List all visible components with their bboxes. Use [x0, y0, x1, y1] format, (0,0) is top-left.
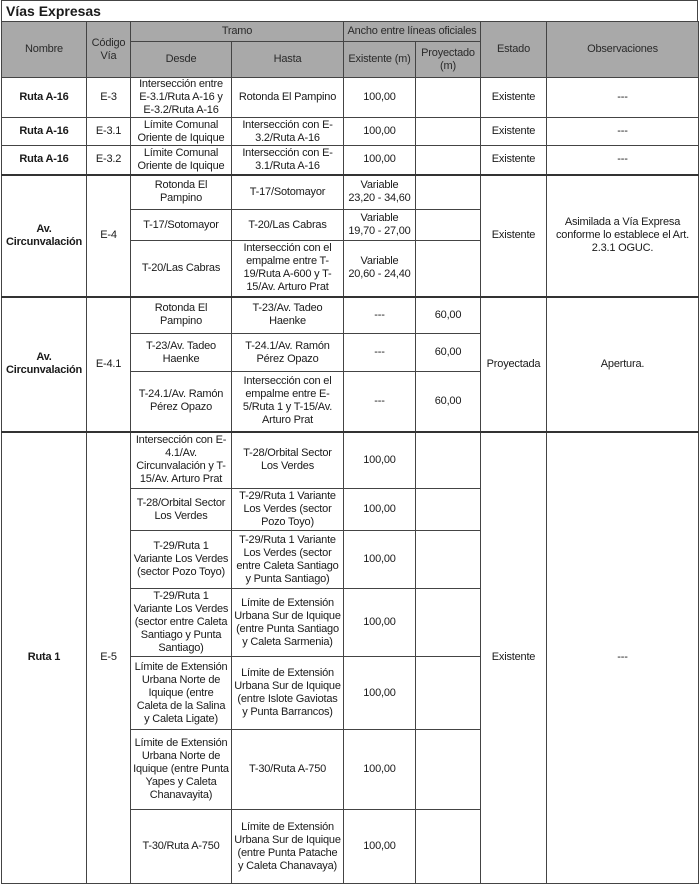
width-projected [416, 730, 481, 810]
road-name: Av. Circunvalación [2, 175, 87, 297]
road-code: E-3.2 [87, 146, 131, 175]
segment-to: Intersección con E-3.1/Ruta A-16 [232, 146, 344, 175]
segment-to: T-17/Sotomayor [232, 175, 344, 210]
segment-from: T-28/Orbital Sector Los Verdes [131, 489, 232, 531]
road-status: Existente [481, 432, 547, 884]
width-existing: 100,00 [344, 810, 416, 884]
header-codigo: Código Vía [87, 22, 131, 78]
segment-from: T-24.1/Av. Ramón Pérez Opazo [131, 372, 232, 432]
segment-to: Rotonda El Pampino [232, 78, 344, 118]
road-status: Existente [481, 118, 547, 146]
segment-to: Intersección con el empalme entre T-19/Ruta A-600 y T-15/Av. Arturo Prat [232, 241, 344, 297]
segment-from: T-29/Ruta 1 Variante Los Verdes (sector Pozo Toyo) [131, 531, 232, 589]
width-projected: 60,00 [416, 334, 481, 372]
width-projected [416, 589, 481, 657]
vias-expresas-table [1, 21, 699, 884]
segment-from: Límite Comunal Oriente de Iquique [131, 146, 232, 175]
width-projected [416, 810, 481, 884]
width-projected [416, 489, 481, 531]
segment-to: Intersección con el empalme entre E-5/Ruta 1 y T-15/Av. Arturo Prat [232, 372, 344, 432]
header-proyectado: Proyectado (m) [416, 42, 481, 78]
header-nombre: Nombre [2, 22, 87, 78]
road-code: E-4.1 [87, 297, 131, 432]
width-existing: Variable 19,70 - 27,00 [344, 210, 416, 241]
segment-from: Límite Comunal Oriente de Iquique [131, 118, 232, 146]
segment-to: Límite de Extensión Urbana Sur de Iquique (entre Punta Patache y Caleta Chanavaya) [232, 810, 344, 884]
road-observations: Apertura. [547, 297, 699, 432]
width-projected [416, 78, 481, 118]
header-tramo: Tramo [131, 22, 344, 42]
width-existing: 100,00 [344, 118, 416, 146]
width-projected [416, 118, 481, 146]
segment-to: T-30/Ruta A-750 [232, 730, 344, 810]
width-projected: 60,00 [416, 372, 481, 432]
table-row [2, 297, 699, 334]
segment-from: T-17/Sotomayor [131, 210, 232, 241]
width-projected: 60,00 [416, 297, 481, 334]
segment-to: Intersección con E-3.2/Ruta A-16 [232, 118, 344, 146]
width-projected [416, 531, 481, 589]
road-name: Ruta 1 [2, 432, 87, 884]
width-existing: Variable 20,60 - 24,40 [344, 241, 416, 297]
segment-to: T-24.1/Av. Ramón Pérez Opazo [232, 334, 344, 372]
width-existing: --- [344, 334, 416, 372]
road-status: Existente [481, 175, 547, 297]
segment-to: T-28/Orbital Sector Los Verdes [232, 432, 344, 489]
width-projected [416, 241, 481, 297]
width-projected [416, 146, 481, 175]
header-desde: Desde [131, 42, 232, 78]
road-observations: --- [547, 78, 699, 118]
segment-from: T-20/Las Cabras [131, 241, 232, 297]
road-name: Av. Circunvalación [2, 297, 87, 432]
header-estado: Estado [481, 22, 547, 78]
width-existing: 100,00 [344, 730, 416, 810]
segment-to: Límite de Extensión Urbana Sur de Iquique (entre Islote Gaviotas y Punta Barrancos) [232, 657, 344, 730]
road-name: Ruta A-16 [2, 146, 87, 175]
table-row [2, 146, 699, 175]
road-status: Proyectada [481, 297, 547, 432]
segment-from: T-23/Av. Tadeo Haenke [131, 334, 232, 372]
width-projected [416, 432, 481, 489]
header-ancho: Ancho entre líneas oficiales [344, 22, 481, 42]
segment-from: Límite de Extensión Urbana Norte de Iquique (entre Caleta de la Salina y Caleta Ligate) [131, 657, 232, 730]
width-projected [416, 175, 481, 210]
road-observations: Asimilada a Vía Expresa conforme lo establece el Art. 2.3.1 OGUC. [547, 175, 699, 297]
segment-to: Límite de Extensión Urbana Sur de Iquique (entre Punta Santiago y Caleta Sarmenia) [232, 589, 344, 657]
table-row [2, 118, 699, 146]
width-projected [416, 210, 481, 241]
width-existing: 100,00 [344, 657, 416, 730]
segment-to: T-20/Las Cabras [232, 210, 344, 241]
width-existing: Variable 23,20 - 34,60 [344, 175, 416, 210]
width-existing: 100,00 [344, 489, 416, 531]
width-existing: 100,00 [344, 589, 416, 657]
segment-from: Intersección con E-4.1/Av. Circunvalación y T-15/Av. Arturo Prat [131, 432, 232, 489]
road-code: E-3 [87, 78, 131, 118]
table-row [2, 78, 699, 118]
road-name: Ruta A-16 [2, 78, 87, 118]
road-name: Ruta A-16 [2, 118, 87, 146]
width-existing: 100,00 [344, 531, 416, 589]
segment-from: Rotonda El Pampino [131, 297, 232, 334]
segment-to: T-23/Av. Tadeo Haenke [232, 297, 344, 334]
road-observations: --- [547, 146, 699, 175]
segment-from: Límite de Extensión Urbana Norte de Iquique (entre Punta Yapes y Caleta Chanavayita) [131, 730, 232, 810]
segment-from: Rotonda El Pampino [131, 175, 232, 210]
road-status: Existente [481, 146, 547, 175]
road-code: E-4 [87, 175, 131, 297]
width-projected [416, 657, 481, 730]
width-existing: --- [344, 372, 416, 432]
width-existing: 100,00 [344, 78, 416, 118]
width-existing: --- [344, 297, 416, 334]
section-title: Vías Expresas [1, 0, 698, 21]
segment-from: T-29/Ruta 1 Variante Los Verdes (sector entre Caleta Santiago y Punta Santiago) [131, 589, 232, 657]
road-code: E-3.1 [87, 118, 131, 146]
width-existing: 100,00 [344, 146, 416, 175]
segment-to: T-29/Ruta 1 Variante Los Verdes (sector entre Caleta Santiago y Punta Santiago) [232, 531, 344, 589]
header-existente: Existente (m) [344, 42, 416, 78]
width-existing: 100,00 [344, 432, 416, 489]
road-code: E-5 [87, 432, 131, 884]
table-row [2, 432, 699, 489]
segment-from: T-30/Ruta A-750 [131, 810, 232, 884]
header-hasta: Hasta [232, 42, 344, 78]
segment-from: Intersección entre E-3.1/Ruta A-16 y E-3.2/Ruta A-16 [131, 78, 232, 118]
table-row [2, 175, 699, 210]
road-observations: --- [547, 432, 699, 884]
header-observaciones: Observaciones [547, 22, 699, 78]
segment-to: T-29/Ruta 1 Variante Los Verdes (sector Pozo Toyo) [232, 489, 344, 531]
road-status: Existente [481, 78, 547, 118]
table-body [2, 78, 699, 884]
road-observations: --- [547, 118, 699, 146]
